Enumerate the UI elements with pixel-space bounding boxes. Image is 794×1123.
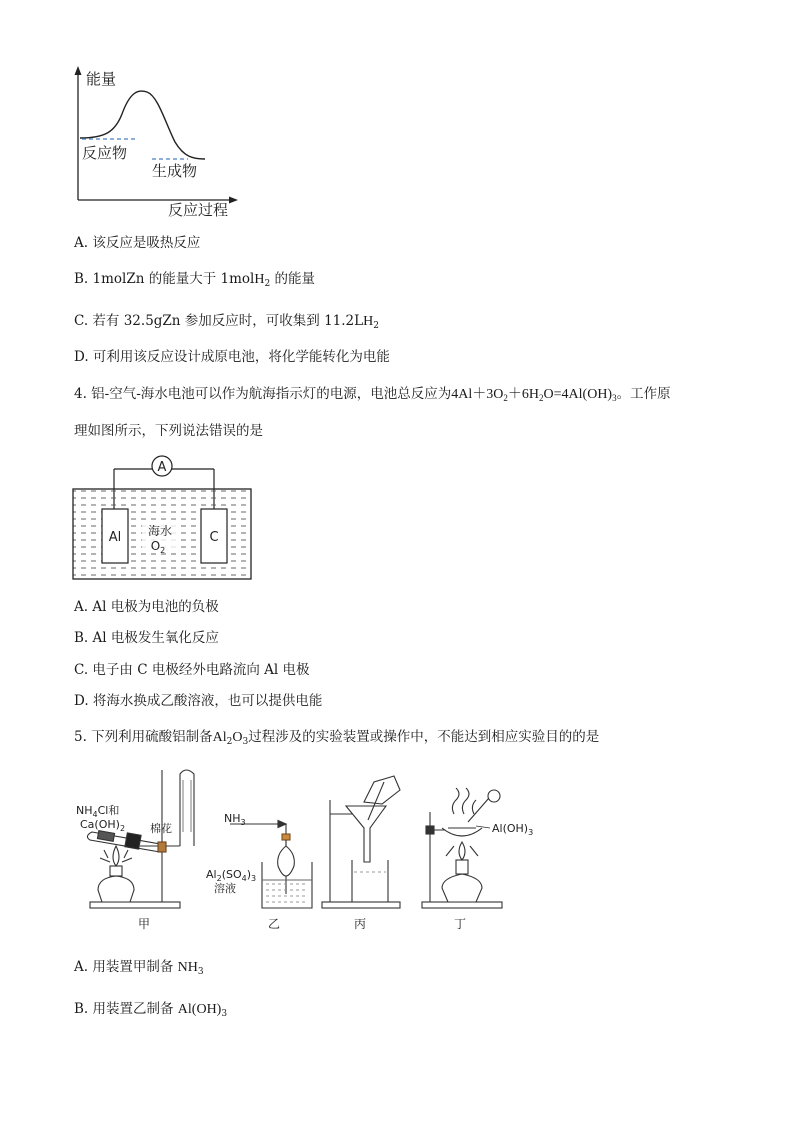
q4-option-a: A. Al 电极为电池的负极: [74, 599, 219, 615]
jia-reagent1-rest: Cl和: [97, 804, 120, 817]
q5-option-b: [74, 1000, 227, 1019]
yi-sol-end: ): [246, 868, 252, 881]
reactant-label: 反应物: [82, 144, 128, 162]
c-label: C: [209, 530, 219, 545]
svg-text:Al(OH)3: [492, 822, 533, 837]
yi-sol-sub2: 4: [241, 874, 247, 883]
al-label: Al: [108, 530, 122, 545]
eq-sub2: 2: [539, 393, 544, 403]
svg-text:Ca(OH)2: [80, 818, 125, 833]
eq-sub3: 3: [612, 393, 617, 403]
q5-stem-suffix: 过程涉及的实验装置或操作中，不能达到相应实验目的的是: [248, 729, 600, 745]
ding-label-sub: 3: [528, 828, 534, 837]
q3-option-b-sub: 2: [264, 279, 271, 289]
yi-gas-sub: 3: [240, 818, 246, 827]
q5-option-b-sub: 3: [221, 1009, 228, 1019]
yi-sol-mid: (SO: [221, 868, 242, 881]
q3-option-c-formula: H: [363, 314, 374, 329]
q5-option-a: [74, 958, 204, 977]
q4-option-b: B. Al 电极发生氧化反应: [74, 630, 219, 646]
q4-stem-suffix: 。工作原: [616, 386, 671, 402]
q3-option-b-text: B. 1molZn 的能量大于 1mol: [74, 271, 255, 287]
q5-formula-al: Al: [212, 730, 227, 745]
yi-sol-sub3: 3: [251, 874, 257, 883]
ammeter-label: A: [157, 460, 167, 475]
seawater-label: 海水: [147, 524, 173, 538]
svg-text:NH3: [224, 812, 246, 827]
q3-option-d: D. 可利用该反应设计成原电池，将化学能转化为电能: [74, 349, 390, 365]
q4-equation: [451, 387, 616, 402]
oxygen-label: O: [150, 539, 161, 553]
label-jia: 甲: [137, 917, 151, 931]
jia-reagent2-sub: 2: [119, 824, 126, 833]
apparatus-figure: [70, 762, 550, 937]
label-bing: 丙: [353, 917, 367, 931]
product-label: 生成物: [152, 162, 198, 180]
q4-stem-line2: 理如图所示，下列说法错误的是: [74, 423, 263, 439]
yi-sol-sub1: 2: [216, 874, 222, 883]
q5-sub2: 3: [242, 737, 249, 747]
yi-solution-label: 溶液: [214, 882, 236, 895]
q4-option-d: D. 将海水换成乙酸溶液，也可以提供电能: [74, 693, 323, 709]
q5-option-a-sub: 3: [197, 967, 204, 977]
eq-part1: 4Al＋3O: [451, 387, 504, 402]
jia-reagent2: Ca(OH): [80, 818, 120, 831]
q3-option-b: [74, 270, 315, 289]
q5-option-b-text: B. 用装置乙制备: [74, 1001, 178, 1017]
yi-sol-al: Al: [206, 868, 217, 881]
ding-label: Al(OH): [492, 822, 529, 835]
eq-part2: ＋6H: [507, 387, 540, 402]
q5-option-b-formula: Al(OH): [177, 1002, 222, 1017]
q3-option-a: A. 该反应是吸热反应: [74, 235, 201, 251]
q4-stem-prefix: 4. 铝-空气-海水电池可以作为航海指示灯的电源，电池总反应为: [74, 386, 452, 402]
q3-option-b-formula: H: [254, 272, 265, 287]
battery-diagram: [70, 453, 256, 583]
eq-part3: O=4Al(OH): [543, 387, 613, 402]
jia-reagent1: NH: [76, 804, 93, 817]
energy-diagram: [60, 62, 260, 222]
q3-option-c: [74, 312, 379, 331]
x-axis-label: 反应过程: [168, 201, 229, 219]
jia-cotton-label: 棉花: [150, 822, 172, 835]
q3-option-b-suffix: 的能量: [270, 271, 315, 287]
svg-text:NH4Cl和: [76, 804, 119, 819]
q4-option-c: C. 电子由 C 电极经外电路流向 Al 电极: [74, 662, 310, 678]
svg-text:Al2(SO4)3: [206, 868, 256, 883]
q3-option-c-sub: 2: [373, 321, 379, 331]
q5-formula-o: O: [232, 730, 243, 745]
q5-option-a-text: A. 用装置甲制备: [74, 959, 178, 975]
y-axis-label: 能量: [86, 70, 117, 88]
jia-reagent1-sub: 4: [92, 810, 98, 819]
oxygen-sub: 2: [160, 546, 166, 555]
q3-option-c-text: C. 若有 32.5gZn 参加反应时，可收集到 11.2L: [74, 313, 364, 329]
yi-gas: NH: [224, 812, 241, 825]
label-yi: 乙: [267, 917, 281, 931]
q5-option-a-formula: NH: [177, 960, 198, 975]
eq-sub1: 2: [503, 393, 508, 403]
q4-stem-line1: [74, 385, 671, 404]
q5-stem-prefix: 5. 下列利用硫酸铝制备: [74, 729, 213, 745]
q5-sub1: 2: [226, 737, 233, 747]
q5-stem: [74, 728, 599, 747]
label-ding: 丁: [453, 917, 467, 931]
